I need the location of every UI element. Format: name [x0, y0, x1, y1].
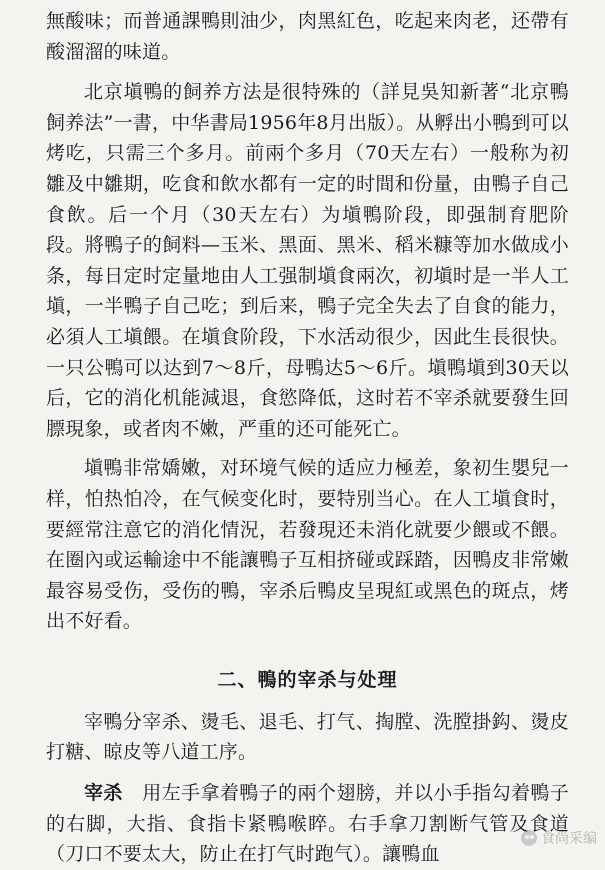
wechat-icon — [521, 830, 537, 846]
paragraph-slaughter — [46, 778, 569, 870]
paragraph-duck-care: 塡鴨非常嬌嫩，对环境气候的适应力極差，象初生嬰兒一样，怕热怕冷，在气候变化时，要特別当心。在人工塡食时，要經常注意它的消化情況，若發現还未消化就要少餵或不餵。在圈內或运輸途中不能讓鴨子互相挤碰或踩踏，因鴨皮非常嫩最容易受伤，受伤的鴨，宰杀后鴨皮呈現紅或黑色的斑点，烤出不好看。 — [46, 457, 569, 633]
paragraph-process-steps: 宰鴨分宰杀、燙毛、退毛、打气、掏膛、洗膛掛鈎、燙皮打糖、晾皮等八道工序。 — [46, 710, 569, 764]
watermark-text: 食尚采编 — [541, 831, 597, 847]
watermark — [521, 828, 597, 848]
paragraph-slaughter-text: 用左手拿着鴨子的兩个翅膀，并以小手指勾着鴨子的右脚，大指、食指卡紧鴨喉睟。右手拿刀割断气管及食道（刀口不要太大，防止在打气时跑气）。讓鴨血 — [46, 782, 569, 866]
paragraph-intro-end: 無酸味；而普通課鴨則油少，肉黑紅色，吃起来肉老，还帶有酸溜溜的味道。 — [46, 10, 569, 63]
term-slaughter: 宰杀 — [84, 782, 123, 805]
section-heading: 二、鴨的宰杀与处理 — [217, 668, 398, 691]
paragraph-feeding-method: 北京塡鴨的飼养方法是很特殊的（詳見吳知新著“北京鴨飼养法”一書，中华書局1956年8月出版）。从孵出小鴨到可以烤吃，只需三个多月。前兩个多月（70天左右）一般称为初雛及中雛期，吃食和飲水都有一定的时間和份量，由鴨子自己食飲。后一个月（30天左右）为塡鴨阶段，即强制育肥阶段。將鴨子的飼料—玉米、黑面、黑米、稻米糠等加水做成小条，每日定时定量地由人工强制塡食兩次，初塡时是一半人工塡，一半鴨子自己吃；到后来，鴨子完全失去了自食的能力，必須人工塡餵。在塡食阶段，下水活动很少，因此生長很快。一只公鴨可以达到7～8斤，母鴨达5～6斤。塡鴨塡到30天以后，它的消化机能減退，食慾降低，这时若不宰杀就要發生回膘現象，或者肉不嫩，严重的还可能死亡。 — [46, 81, 569, 440]
